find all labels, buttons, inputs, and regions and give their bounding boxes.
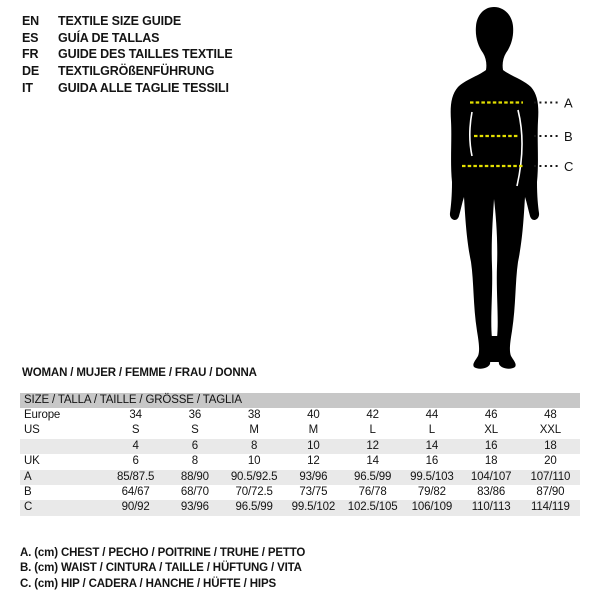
lang-label: GUIDA ALLE TAGLIE TESSILI bbox=[58, 80, 229, 95]
table-cell: 114/119 bbox=[530, 501, 570, 514]
table-cell: 83/86 bbox=[477, 485, 506, 498]
size-table-header: SIZE / TALLA / TAILLE / GRÖSSE / TAGLIA bbox=[20, 393, 580, 408]
table-cell: L bbox=[428, 424, 435, 437]
table-cell: 34 bbox=[129, 409, 142, 421]
table-cell: 18 bbox=[484, 455, 498, 468]
table-cell: 12 bbox=[307, 455, 320, 468]
table-cell: 70/72.5 bbox=[235, 485, 273, 498]
table-cell: 85/87.5 bbox=[116, 470, 155, 483]
table-cell: 76/78 bbox=[358, 485, 387, 498]
table-cell: 14 bbox=[366, 455, 379, 468]
woman-silhouette-icon bbox=[450, 7, 539, 369]
lang-row-en bbox=[22, 13, 233, 30]
table-cell: XXL bbox=[539, 424, 562, 437]
lang-code: ES bbox=[22, 30, 39, 45]
woman-silhouette-diagram bbox=[420, 0, 600, 380]
table-cell: 90/92 bbox=[121, 501, 150, 514]
table-cell: 6 bbox=[132, 455, 139, 468]
lang-row-es bbox=[22, 30, 233, 47]
table-cell: 93/96 bbox=[180, 501, 209, 514]
table-row-waist bbox=[20, 485, 580, 500]
lang-label: TEXTILE SIZE GUIDE bbox=[58, 14, 182, 28]
table-cell: 93/96 bbox=[299, 470, 328, 483]
row-label: US bbox=[24, 424, 40, 437]
table-row-uk bbox=[20, 454, 580, 469]
table-cell: 106/109 bbox=[411, 501, 453, 514]
legend-waist: B. (cm) WAIST / CINTURA / TAILLE / HÜFTUNG / VITA bbox=[20, 562, 302, 575]
table-cell: 16 bbox=[484, 439, 498, 452]
table-row-us-numeric bbox=[20, 439, 580, 454]
row-label: B bbox=[24, 485, 32, 498]
table-cell: 10 bbox=[307, 439, 320, 452]
table-cell: 104/107 bbox=[470, 470, 512, 483]
table-cell: 8 bbox=[251, 439, 258, 452]
lang-code: EN bbox=[22, 14, 40, 28]
table-cell: 42 bbox=[366, 409, 379, 421]
table-cell: 90.5/92.5 bbox=[230, 470, 278, 483]
row-label: A bbox=[24, 470, 32, 483]
table-cell: 64/67 bbox=[121, 485, 150, 498]
table-row-europe bbox=[20, 408, 580, 423]
table-cell: 107/110 bbox=[530, 470, 571, 483]
row-label: Europe bbox=[24, 409, 61, 421]
table-cell: 8 bbox=[191, 455, 198, 468]
measurement-legend bbox=[20, 546, 305, 592]
table-cell: 16 bbox=[425, 455, 439, 468]
table-cell: 68/70 bbox=[180, 485, 209, 498]
lang-label: GUÍA DE TALLAS bbox=[58, 30, 160, 45]
table-cell: 36 bbox=[188, 409, 202, 421]
lang-code: FR bbox=[22, 47, 39, 62]
table-cell: L bbox=[369, 424, 376, 437]
table-cell: 46 bbox=[484, 409, 498, 421]
row-label: C bbox=[24, 501, 33, 514]
table-cell: M bbox=[308, 424, 319, 437]
table-cell: 4 bbox=[132, 439, 139, 452]
table-cell: 99.5/102 bbox=[291, 501, 336, 514]
lang-label: GUIDE DES TAILLES TEXTILE bbox=[58, 47, 233, 62]
table-cell: 10 bbox=[247, 455, 261, 468]
lang-label: TEXTILGRÖßENFÜHRUNG bbox=[58, 64, 215, 79]
lang-row-de bbox=[22, 63, 233, 80]
table-cell: 99.5/103 bbox=[410, 470, 454, 483]
lang-code: IT bbox=[22, 80, 33, 95]
table-cell: 6 bbox=[191, 439, 198, 452]
size-table bbox=[20, 393, 580, 516]
table-row-hip bbox=[20, 500, 580, 515]
table-cell: XL bbox=[484, 424, 499, 437]
measure-label-a: A bbox=[564, 95, 573, 111]
table-cell: S bbox=[191, 424, 199, 437]
row-label: UK bbox=[24, 455, 40, 468]
measure-label-c: C bbox=[564, 159, 574, 174]
table-cell: 40 bbox=[307, 409, 320, 421]
table-cell: 96.5/99 bbox=[235, 501, 273, 514]
legend-hip: C. (cm) HIP / CADERA / HANCHE / HÜFTE / HIPS bbox=[20, 577, 277, 590]
table-cell: 44 bbox=[425, 409, 439, 421]
table-cell: 102.5/105 bbox=[347, 501, 398, 514]
table-cell: 87/90 bbox=[536, 485, 565, 498]
table-cell: 20 bbox=[544, 455, 557, 468]
lang-row-it bbox=[22, 80, 233, 97]
table-cell: 14 bbox=[425, 439, 439, 452]
lang-row-fr bbox=[22, 46, 233, 63]
section-title: WOMAN / MUJER / FEMME / FRAU / DONNA bbox=[22, 367, 257, 379]
legend-chest: A. (cm) CHEST / PECHO / POITRINE / TRUHE / PETTO bbox=[20, 547, 306, 559]
table-cell: M bbox=[249, 424, 259, 437]
table-cell: 96.5/99 bbox=[353, 470, 392, 483]
table-cell: 73/75 bbox=[299, 485, 328, 498]
table-cell: 79/82 bbox=[417, 485, 446, 498]
table-cell: 38 bbox=[247, 409, 261, 421]
table-cell: 18 bbox=[544, 439, 557, 452]
table-row-chest bbox=[20, 470, 580, 485]
table-cell: S bbox=[131, 424, 140, 437]
lang-code: DE bbox=[22, 64, 40, 79]
table-cell: 110/113 bbox=[471, 501, 511, 514]
language-guide bbox=[22, 13, 233, 96]
table-cell: 12 bbox=[366, 439, 379, 452]
table-cell: 88/90 bbox=[180, 470, 209, 483]
table-cell: 48 bbox=[544, 409, 557, 421]
measure-label-b: B bbox=[564, 129, 573, 144]
table-row-us bbox=[20, 423, 580, 438]
row-label bbox=[20, 439, 106, 454]
